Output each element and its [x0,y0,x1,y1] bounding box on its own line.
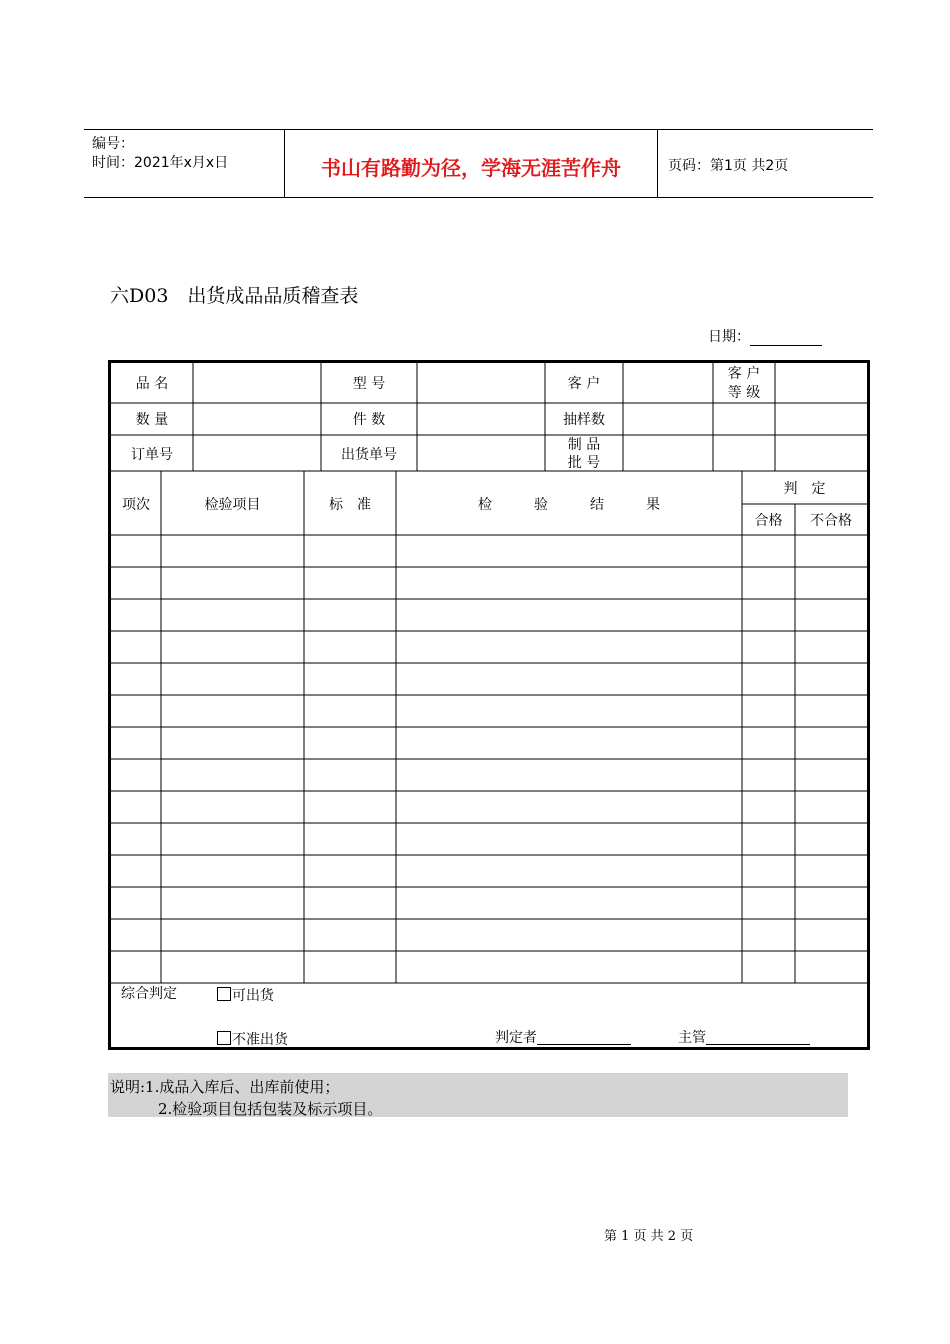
note-line-2: 2.检验项目包括包装及标示项目。 [158,1100,383,1118]
input-piece-count[interactable] [417,403,545,435]
table-row [111,759,867,791]
cell-check-item[interactable] [161,919,304,951]
table-row [111,951,867,983]
header-pass: 合格 [754,513,783,529]
time-label: 时间：2021年x月x日 [92,155,229,171]
table-row [111,791,867,823]
header-check-item: 检验项目 [204,497,261,513]
cell-standard[interactable] [304,535,396,567]
cell-pass[interactable] [742,919,795,951]
cell-fail[interactable] [795,631,867,663]
label-model: 型 号 [352,376,386,392]
note-box [108,1073,848,1117]
cell-result[interactable] [396,599,742,631]
cell-pass[interactable] [742,823,795,855]
inspection-form [108,360,870,1050]
cell-item-no[interactable] [111,951,161,983]
note-line-1: 说明:1.成品入库后、出库前使用； [110,1078,340,1096]
label-batch-1: 制 品 [567,437,601,453]
option-ship-label: 可出货 [232,988,274,1004]
judge-signature [495,1031,631,1045]
supervisor-blank[interactable] [706,1031,810,1045]
cell-result[interactable] [396,695,742,727]
cell-pass[interactable] [742,535,795,567]
input-product-name[interactable] [193,363,321,403]
cell-result[interactable] [396,951,742,983]
cell-check-item[interactable] [161,951,304,983]
checkbox-ship[interactable] [217,987,231,1001]
cell-fail[interactable] [795,951,867,983]
cell-check-item[interactable] [161,759,304,791]
cell-check-item[interactable] [161,567,304,599]
table-row [111,855,867,887]
table-row [111,727,867,759]
cell-item-no[interactable] [111,887,161,919]
table-row [111,567,867,599]
cell-check-item[interactable] [161,887,304,919]
header-standard: 标 准 [329,497,371,513]
cell-result[interactable] [396,567,742,599]
cell-item-no[interactable] [111,695,161,727]
cell-standard[interactable] [304,695,396,727]
label-product-name: 品 名 [135,376,169,392]
cell-pass[interactable] [742,727,795,759]
input-model[interactable] [417,363,545,403]
table-row [111,823,867,855]
cell-result[interactable] [396,727,742,759]
cell-fail[interactable] [795,823,867,855]
input-order-no[interactable] [193,435,321,471]
cell-result[interactable] [396,535,742,567]
cell-check-item[interactable] [161,535,304,567]
cell-item-no[interactable] [111,631,161,663]
date-blank[interactable] [750,331,822,346]
cell-item-no[interactable] [111,663,161,695]
cell-item-no[interactable] [111,759,161,791]
cell-standard[interactable] [304,951,396,983]
cell-standard[interactable] [304,919,396,951]
cell-fail[interactable] [795,759,867,791]
cell-fail[interactable] [795,663,867,695]
cell-pass[interactable] [742,951,795,983]
label-customer-grade-2: 等 级 [727,385,761,401]
cell-item-no[interactable] [111,599,161,631]
cell-pass[interactable] [742,567,795,599]
cell-fail[interactable] [795,791,867,823]
input-customer[interactable] [623,363,713,403]
header-item-no: 项次 [122,497,150,513]
cell-pass[interactable] [742,887,795,919]
cell-item-no[interactable] [111,919,161,951]
cell-item-no[interactable] [111,535,161,567]
cell-check-item[interactable] [161,727,304,759]
cell-check-item[interactable] [161,663,304,695]
cell-pass[interactable] [742,663,795,695]
supervisor-signature [678,1031,810,1045]
date-label: 日期： [708,329,750,345]
cell-pass[interactable] [742,791,795,823]
motto-text: 书山有路勤为径，学海无涯苦作舟 [321,156,621,180]
cell-fail[interactable] [795,855,867,887]
cell-fail[interactable] [795,535,867,567]
cell-item-no[interactable] [111,791,161,823]
input-batch-no[interactable] [623,435,713,471]
cell-result[interactable] [396,823,742,855]
cell-fail[interactable] [795,887,867,919]
cell-standard[interactable] [304,823,396,855]
date-field [708,326,822,346]
label-customer: 客 户 [567,376,601,392]
summary-label: 综合判定 [121,986,177,1002]
page-footer: 第 1 页 共 2 页 [604,1229,694,1244]
table-row [111,695,867,727]
label-piece-count: 件 数 [352,412,386,428]
cell-check-item[interactable] [161,631,304,663]
cell-pass[interactable] [742,855,795,887]
cell-standard[interactable] [304,855,396,887]
label-batch-2: 批 号 [567,455,601,471]
cell-standard[interactable] [304,759,396,791]
input-sample-count[interactable] [623,403,713,435]
cell-standard[interactable] [304,631,396,663]
cell-pass[interactable] [742,631,795,663]
cell-fail[interactable] [795,599,867,631]
input-quantity[interactable] [193,403,321,435]
cell-standard[interactable] [304,567,396,599]
label-customer-grade-1: 客 户 [727,366,761,382]
table-row [111,663,867,695]
label-quantity: 数 量 [135,412,169,428]
option-no-ship-label: 不准出货 [232,1032,288,1048]
table-row [111,919,867,951]
page-label: 页码：第1页 共2页 [668,158,789,174]
judge-label: 判定者 [495,1030,537,1046]
label-shipment-no: 出货单号 [341,447,397,463]
cell-result[interactable] [396,759,742,791]
code-label: 编号： [92,136,134,152]
cell-pass[interactable] [742,759,795,791]
cell-standard[interactable] [304,887,396,919]
cell-result[interactable] [396,631,742,663]
cell-item-no[interactable] [111,727,161,759]
table-row [111,631,867,663]
cell-fail[interactable] [795,567,867,599]
cell-result[interactable] [396,887,742,919]
document-header [84,129,873,198]
cell-fail[interactable] [795,727,867,759]
cell-standard[interactable] [304,791,396,823]
cell-pass[interactable] [742,599,795,631]
cell-check-item[interactable] [161,855,304,887]
cell-check-item[interactable] [161,695,304,727]
cell-result[interactable] [396,791,742,823]
label-sample-count: 抽样数 [563,412,605,428]
form-title: 六D03 出货成品品质稽查表 [110,285,359,307]
header-fail: 不合格 [810,513,852,529]
cell-check-item[interactable] [161,823,304,855]
cell-fail[interactable] [795,919,867,951]
cell-result[interactable] [396,855,742,887]
table-row [111,535,867,567]
input-customer-grade[interactable] [775,363,867,403]
cell-result[interactable] [396,919,742,951]
supervisor-label: 主管 [678,1030,706,1046]
cell-standard[interactable] [304,599,396,631]
cell-check-item[interactable] [161,791,304,823]
cell-check-item[interactable] [161,599,304,631]
cell-standard[interactable] [304,663,396,695]
header-result: 检 验 结 果 [478,497,660,513]
option-no-ship[interactable] [217,1031,288,1047]
input-shipment-no[interactable] [417,435,545,471]
table-row [111,887,867,919]
table-row [111,599,867,631]
cell-item-no[interactable] [111,823,161,855]
cell-item-no[interactable] [111,567,161,599]
header-meta-cell [84,130,285,197]
cell-pass[interactable] [742,695,795,727]
checkbox-no-ship[interactable] [217,1031,231,1045]
header-page-cell [658,130,873,197]
cell-standard[interactable] [304,727,396,759]
judge-blank[interactable] [537,1031,631,1045]
label-order-no: 订单号 [131,447,173,463]
header-motto-cell [285,130,658,197]
cell-item-no[interactable] [111,855,161,887]
header-judgement: 判 定 [783,481,826,497]
option-ship[interactable] [217,987,274,1003]
cell-fail[interactable] [795,695,867,727]
cell-result[interactable] [396,663,742,695]
